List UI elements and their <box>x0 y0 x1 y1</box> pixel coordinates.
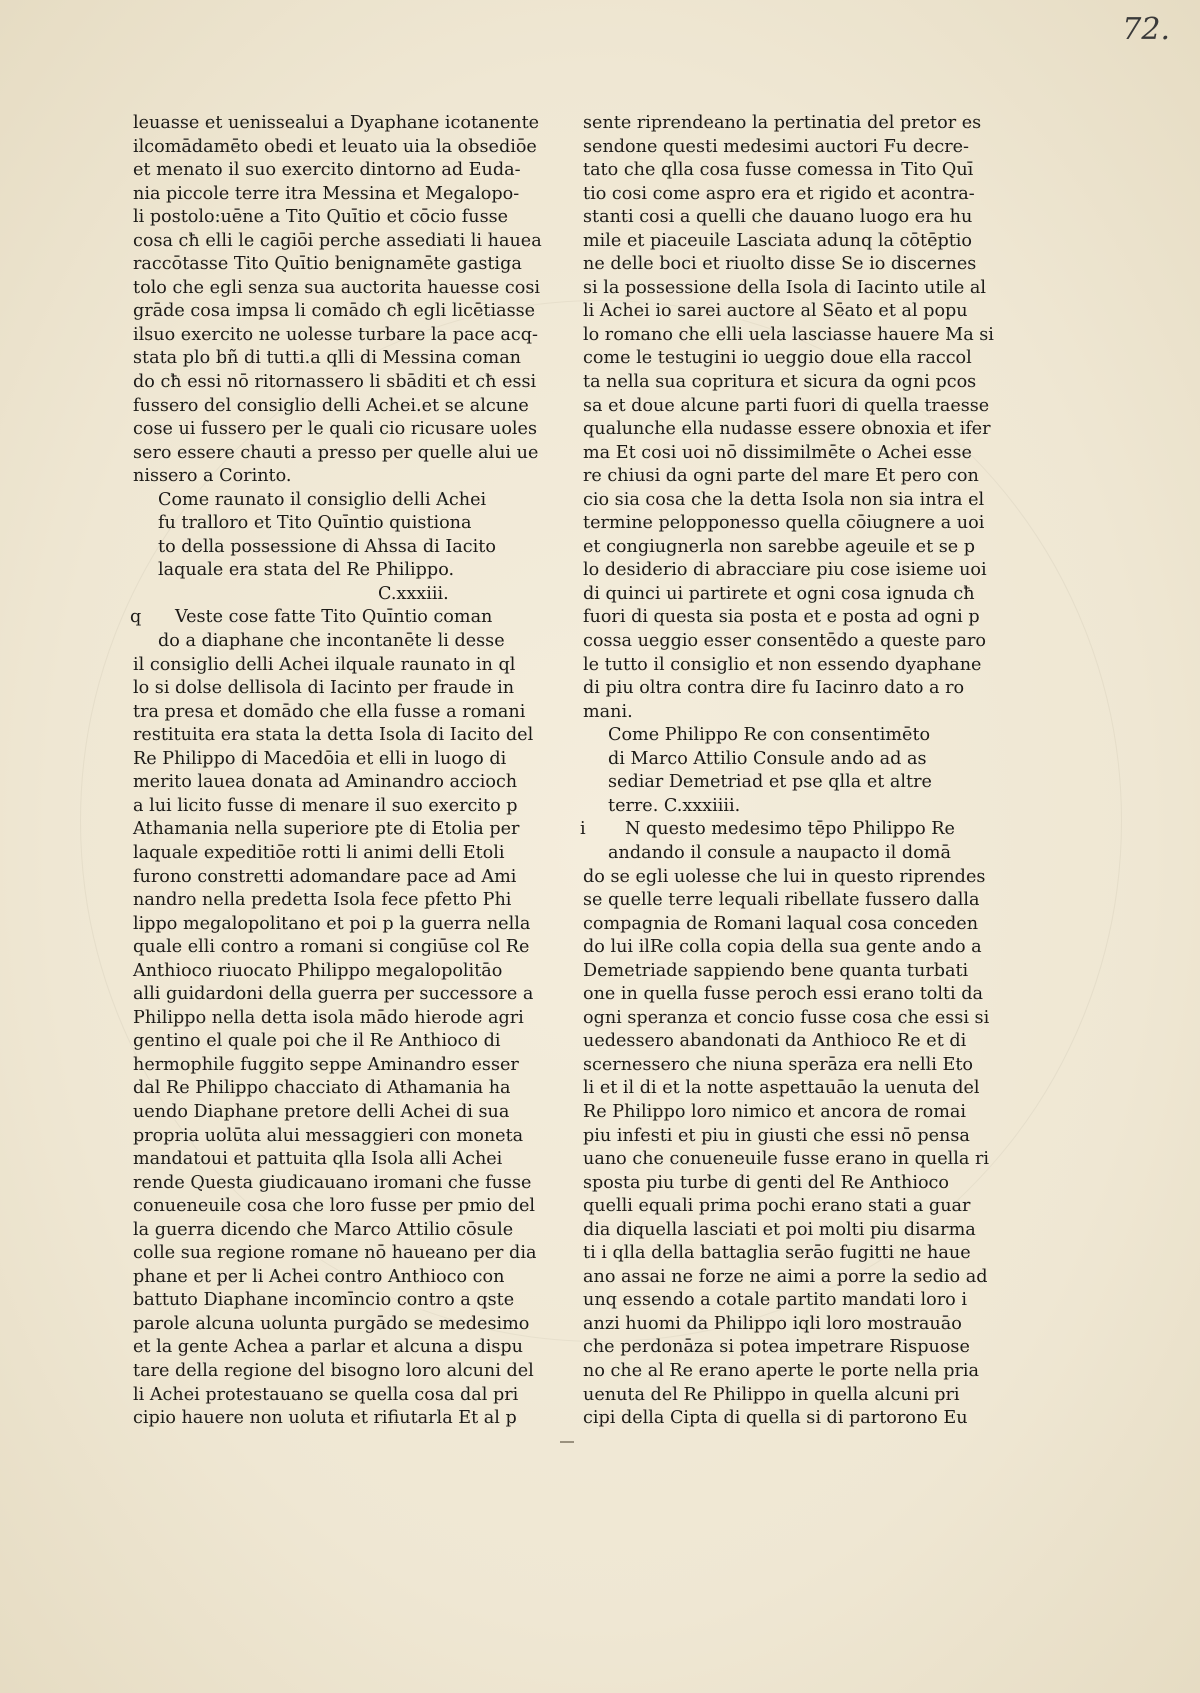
chapter-heading-line: laquale era stata del Re Philippo. <box>158 560 455 581</box>
text-line: lo si dolse dellisola di Iacinto per fraude in <box>133 678 515 699</box>
text-line: lo romano che elli uela lasciasse hauere Ma si <box>583 324 994 345</box>
text-line: come le testugini io ueggio doue ella raccol <box>583 348 972 369</box>
initial-letter: i <box>580 819 586 840</box>
left-column <box>130 112 603 1431</box>
text-line: scernessero che niuna sperāza era nelli Eto <box>583 1054 973 1075</box>
text-line: parole alcuna uolunta purgādo se medesimo <box>133 1313 530 1334</box>
chapter-heading-line: fu tralloro et Tito Quīntio quistiona <box>158 513 472 534</box>
text-line: cose ui fussero per le quali cio ricusare uoles <box>133 419 537 440</box>
text-line: mile et piaceuile Lasciata adunq la cōtēptio <box>583 230 973 251</box>
text-line: Demetriade sappiendo bene quanta turbati <box>583 960 969 981</box>
text-line: nissero a Corinto. <box>133 466 292 487</box>
right-column <box>580 112 1053 1431</box>
text-line: sente riprendeano la pertinatia del pretor es <box>583 113 982 133</box>
text-line: one in quella fusse peroch essi erano tolti da <box>583 984 984 1005</box>
text-line: unq essendo a cotale partito mandati loro i <box>583 1290 967 1311</box>
text-line: tra presa et domādo che ella fusse a romani <box>133 701 526 722</box>
chapter-heading-line: to della possessione di Ahssa di Iacito <box>158 536 496 557</box>
text-line: sa et doue alcune parti fuori di quella traesse <box>583 395 990 416</box>
text-line: do se egli uolesse che lui in questo riprendes <box>583 866 986 887</box>
text-line: fussero del consiglio delli Achei.et se alcune <box>133 395 529 416</box>
text-line: propria uolūta alui messaggieri con moneta <box>133 1125 524 1146</box>
text-line: uenuta del Re Philippo in quella alcuni pri <box>583 1384 960 1405</box>
text-line: N questo medesimo tēpo Philippo Re <box>625 819 955 840</box>
text-line: nia piccole terre itra Messina et Megalopo- <box>133 183 520 204</box>
chapter-heading-line: C.xxxiii. <box>378 583 449 604</box>
text-line: tio cosi come aspro era et rigido et acontra- <box>583 183 975 204</box>
text-line: cossa ueggio esser consentēdo a queste paro <box>583 631 986 652</box>
text-line: sendone questi medesimi auctori Fu decre- <box>583 136 970 157</box>
text-line: et menato il suo exercito dintorno ad Euda- <box>133 160 521 181</box>
text-line: li Achei protestauano se quella cosa dal pri <box>133 1384 519 1405</box>
text-line: lo desiderio di abracciare piu cose isieme uoi <box>583 560 987 581</box>
text-line: cipio hauere non uoluta et rifiutarla Et al p <box>133 1408 517 1429</box>
text-line: dal Re Philippo chacciato di Athamania ha <box>133 1078 511 1099</box>
text-line: dia diquella lasciati et poi molti piu disarma <box>583 1219 976 1240</box>
text-line: li postolo:uēne a Tito Quītio et cōcio fusse <box>133 207 509 228</box>
text-line: andando il consule a naupacto il domā <box>608 842 951 863</box>
text-line: Re Philippo di Macedōia et elli in luogo di <box>133 748 507 769</box>
text-line: Athamania nella superiore pte di Etolia per <box>133 819 520 840</box>
text-line: quelli equali prima pochi erano stati a guar <box>583 1196 971 1217</box>
decorative-mark <box>560 1441 574 1443</box>
text-line: uendo Diaphane pretore delli Achei di sua <box>133 1101 510 1122</box>
chapter-heading-line: Come Philippo Re con consentimēto <box>608 725 931 746</box>
text-line: stanti cosi a quelli che dauano luogo era hu <box>583 207 973 228</box>
text-line: ilcomādamēto obedi et leuato uia la obsediōe <box>133 136 537 157</box>
text-line: merito lauea donata ad Aminandro accioch <box>133 772 518 793</box>
text-line: se quelle terre lequali ribellate fussero dalla <box>583 890 980 911</box>
text-line: ma Et cosi uoi nō dissimilmēte o Achei esse <box>583 442 972 463</box>
text-line: raccōtasse Tito Quītio benignamēte gastiga <box>133 254 522 275</box>
text-line: battuto Diaphane incomīncio contro a qste <box>133 1290 515 1311</box>
text-line: tolo che egli senza sua auctorita hauesse cosi <box>133 277 541 298</box>
text-line: anzi huomi da Philippo iqli loro mostrauāo <box>583 1313 962 1334</box>
text-line: di quinci ui partirete et ogni cosa ignuda cħ <box>583 583 975 604</box>
text-line: ano assai ne forze ne aimi a porre la sedio ad <box>583 1266 988 1287</box>
text-line: fuori di questa sia posta et e posta ad ogni p <box>583 607 980 628</box>
chapter-first-line <box>130 606 603 630</box>
text-line: ilsuo exercito ne uolesse turbare la pace acq- <box>133 324 538 345</box>
text-line: lippo megalopolitano et poi p la guerra nella <box>133 913 531 934</box>
text-line: cio sia cosa che la detta Isola non sia intra el <box>583 489 985 510</box>
text-line: do a diaphane che incontanēte li desse <box>158 631 505 652</box>
text-line: conueneuile cosa che loro fusse per pmio del <box>133 1196 536 1217</box>
text-line: et congiugnerla non sarebbe ageuile et se p <box>583 536 976 557</box>
text-line: ne delle boci et riuolto disse Se io discernes <box>583 254 977 275</box>
text-line: li Achei io sarei auctore al Sēato et al popu <box>583 301 968 322</box>
text-line: tato che qlla cosa fusse comessa in Tito Quī <box>583 160 974 181</box>
text-line: piu infesti et piu in giusti che essi nō pensa <box>583 1125 970 1146</box>
text-line: uano che conueneuile fusse erano in quella ri <box>583 1149 990 1170</box>
folio-number: 72. <box>1122 12 1170 47</box>
text-line: mani. <box>583 701 633 722</box>
chapter-heading-line: terre. C.xxxiiii. <box>608 795 741 816</box>
text-line: mandatoui et pattuita qlla Isola alli Achei <box>133 1149 503 1170</box>
text-line: Philippo nella detta isola mādo hierode agri <box>133 1007 524 1028</box>
text-line: sposta piu turbe di genti del Re Anthioco <box>583 1172 949 1193</box>
text-line: laquale expeditiōe rotti li animi delli Etoli <box>133 842 505 863</box>
text-line: cipi della Cipta di quella si di partorono Eu <box>583 1408 968 1429</box>
text-line: re chiusi da ogni parte del mare Et pero con <box>583 466 979 487</box>
text-line: che perdonāza si potea impetrare Rispuose <box>583 1337 970 1358</box>
text-line: et la gente Achea a parlar et alcuna a dispu <box>133 1337 523 1358</box>
text-line: nandro nella predetta Isola fece pfetto Phi <box>133 890 512 911</box>
text-line: hermophile fuggito seppe Aminandro esser <box>133 1054 519 1075</box>
chapter-heading-line: di Marco Attilio Consule ando ad as <box>608 748 927 769</box>
text-line: Re Philippo loro nimico et ancora de romai <box>583 1101 967 1122</box>
text-line: grāde cosa impsa li comādo cħ egli licētiasse <box>133 301 536 322</box>
text-line: qualunche ella nudasse essere obnoxia et ifer <box>583 419 991 440</box>
text-line: compagnia de Romani laqual cosa conceden <box>583 913 979 934</box>
text-line: ogni speranza et concio fusse cosa che essi si <box>583 1007 990 1028</box>
text-line: phane et per li Achei contro Anthioco con <box>133 1266 505 1287</box>
text-line: quale elli contro a romani si congiūse col Re <box>133 937 530 958</box>
text-line: tare della regione del bisogno loro alcuni del <box>133 1360 534 1381</box>
text-line: sero essere chauti a presso per quelle alui ue <box>133 442 539 463</box>
text-line: le tutto il consiglio et non essendo dyaphane <box>583 654 982 675</box>
text-line: Anthioco riuocato Philippo megalopolitāo <box>133 960 503 981</box>
chapter-heading-line: sediar Demetriad et pse qlla et altre <box>608 772 932 793</box>
text-line: stata plo bñ di tutti.a qlli di Messina coman <box>133 348 522 369</box>
chapter-first-line <box>580 818 1053 842</box>
text-line: Veste cose fatte Tito Quīntio coman <box>175 607 493 628</box>
text-line: colle sua regione romane nō haueano per dia <box>133 1243 537 1264</box>
text-line: ti i qlla della battaglia serāo fugitti ne haue <box>583 1243 971 1264</box>
text-line: ta nella sua copritura et sicura da ogni pcos <box>583 372 977 393</box>
text-line: no che al Re erano aperte le porte nella pria <box>583 1360 979 1381</box>
text-line: termine pelopponesso quella cōiugnere a uoi <box>583 513 985 534</box>
text-line: furono constretti adomandare pace ad Ami <box>133 866 517 887</box>
text-line: do cħ essi nō ritornassero li sbāditi et cħ essi <box>133 372 537 393</box>
initial-letter: q <box>130 607 142 628</box>
text-line: uedessero abandonati da Anthioco Re et di <box>583 1031 967 1052</box>
text-line: gentino el quale poi che il Re Anthioco di <box>133 1031 501 1052</box>
text-line: do lui ilRe colla copia della sua gente ando a <box>583 937 982 958</box>
text-line: di piu oltra contra dire fu Iacinro dato a ro <box>583 678 965 699</box>
text-line: li et il di et la notte aspettauāo la uenuta del <box>583 1078 980 1099</box>
text-line: rende Questa giudicauano iromani che fusse <box>133 1172 532 1193</box>
text-line: leuasse et uenissealui a Dyaphane icotanente <box>133 113 540 133</box>
text-line: si la possessione della Isola di Iacinto utile al <box>583 277 986 298</box>
text-line: restituita era stata la detta Isola di Iacito del <box>133 725 534 746</box>
text-line: cosa cħ elli le cagiōi perche assediati li hauea <box>133 230 542 251</box>
text-line: a lui licito fusse di menare il suo exercito p <box>133 795 518 816</box>
chapter-heading-line: Come raunato il consiglio delli Achei <box>158 489 487 510</box>
text-line: il consiglio delli Achei ilquale raunato in ql <box>133 654 516 675</box>
text-line: la guerra dicendo che Marco Attilio cōsule <box>133 1219 514 1240</box>
text-line: alli guidardoni della guerra per successore a <box>133 984 534 1005</box>
